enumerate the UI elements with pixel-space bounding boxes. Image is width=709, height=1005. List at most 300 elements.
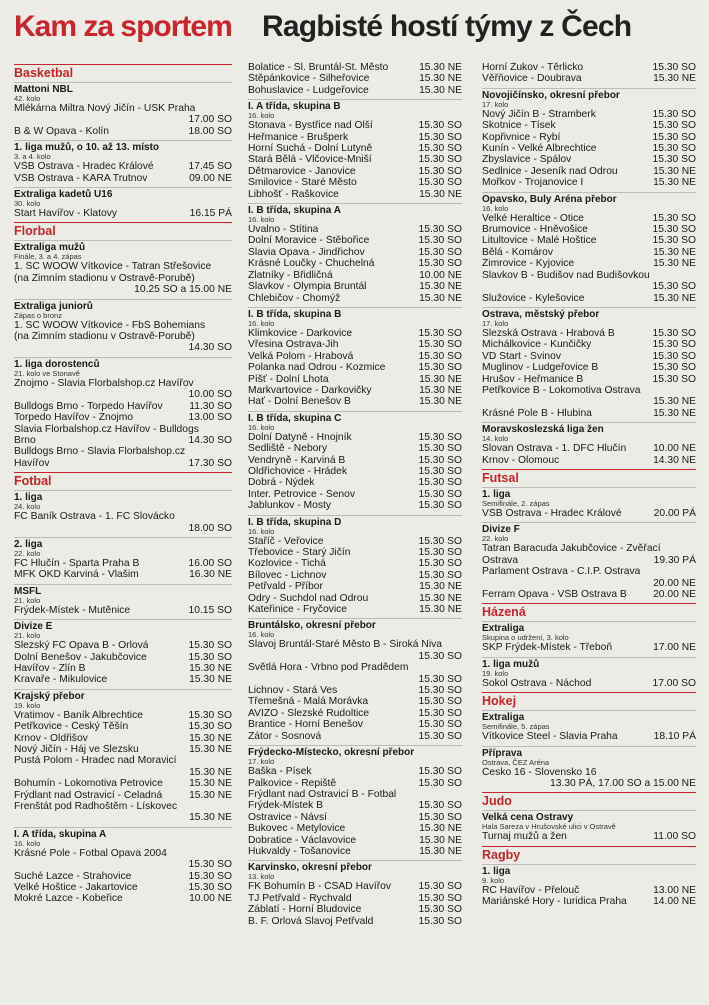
match-time: 15.30 SO	[652, 131, 696, 143]
match-row	[248, 835, 462, 846]
match-row	[248, 166, 462, 177]
match-row	[482, 213, 696, 224]
match-time: 15.30 SO	[652, 224, 696, 236]
round-label: 21. kolo	[14, 595, 41, 605]
match-name: Smilovice - Staré Město	[248, 177, 357, 189]
match-name: Petřvald - Příbor	[248, 581, 323, 593]
match-time: 15.30 NE	[189, 744, 232, 755]
match-row	[248, 154, 462, 165]
match-row	[482, 731, 696, 742]
match-time: 15.30 SO	[418, 131, 462, 143]
match-time	[228, 424, 232, 435]
match-row	[482, 555, 696, 566]
round-label: Ostrava, ČEZ Aréna	[482, 757, 550, 767]
match-time: 15.30 SO	[418, 904, 462, 916]
match-time: 20.00 PÁ	[653, 507, 696, 519]
competition-title: Příprava	[482, 746, 696, 759]
competition-block	[14, 827, 232, 905]
match-time: 15.30 SO	[418, 535, 462, 547]
match-time: 15.30 SO	[418, 777, 462, 789]
sport-heading: Házená	[482, 603, 696, 619]
round-label: 14. kolo	[482, 434, 509, 444]
match-row	[248, 143, 462, 154]
match-name: Dolní Moravice - Štěbořice	[248, 235, 370, 247]
match-time: 15.30 SO	[418, 696, 462, 708]
match-row	[14, 331, 232, 342]
match-row	[248, 674, 462, 685]
match-row	[14, 710, 232, 721]
match-row	[482, 247, 696, 258]
match-time: 15.30 NE	[189, 674, 232, 686]
match-name: Slavia Opava - Jindřichov	[248, 246, 365, 258]
round-label: 13. kolo	[248, 872, 275, 882]
match-time: 15.30 NE	[653, 177, 696, 189]
competition-title: Moravskoslezská liga žen	[482, 422, 696, 435]
match-row	[14, 458, 232, 469]
match-row	[14, 161, 232, 172]
match-name: (na Zimním stadionu v Ostravě-Porubě)	[14, 272, 195, 284]
round-label: 16. kolo	[248, 318, 275, 328]
match-row	[482, 578, 696, 589]
match-time: 15.30 NE	[419, 292, 462, 304]
competition-block	[482, 810, 696, 842]
match-row	[248, 455, 462, 466]
match-time: 15.30 SO	[418, 120, 462, 132]
match-time	[228, 801, 232, 812]
competition-block	[482, 710, 696, 742]
match-row	[248, 293, 462, 304]
competition-title: I. B třída, skupina A	[248, 203, 462, 216]
match-name: Libhošť - Raškovice	[248, 188, 339, 200]
match-time: 13.30 PÁ, 17.00 SO a 15.00 NE	[550, 778, 696, 790]
competition-title: Divize E	[14, 619, 232, 632]
competition-block	[482, 88, 696, 189]
match-time: 20.00 NE	[653, 589, 696, 600]
match-time: 15.30 SO	[418, 800, 462, 812]
match-row	[248, 385, 462, 396]
competition-block	[482, 192, 696, 304]
match-time: 15.30 SO	[652, 373, 696, 385]
match-time: 15.30 SO	[652, 339, 696, 351]
match-time: 10.00 SO	[188, 389, 232, 401]
match-time	[692, 767, 696, 778]
match-time: 15.30 NE	[419, 396, 462, 408]
competition-block	[248, 411, 462, 512]
match-name: Frýdek-Místek B	[248, 800, 323, 812]
match-name: SKP Frýdek-Místek - Třeboň	[482, 642, 613, 654]
match-name: Hrušov - Heřmanice B	[482, 373, 584, 385]
match-name: Kateřinice - Fryčovice	[248, 604, 347, 616]
match-name: Slezský FC Opava B - Orlová	[14, 640, 149, 652]
round-label: Hala Sareza v Hrušovské ulici v Ostravě	[482, 822, 616, 832]
match-time: 15.30 NE	[653, 165, 696, 177]
competition-block	[482, 864, 696, 908]
match-row	[482, 396, 696, 407]
match-time: 15.30 SO	[188, 709, 232, 721]
match-name: Krnov - Olomouc	[482, 454, 560, 466]
match-time: 15.30 NE	[419, 373, 462, 385]
match-row	[248, 800, 462, 811]
competition-block	[248, 62, 462, 96]
match-row	[248, 846, 462, 857]
match-name: Zlatníky - Břidličná	[248, 269, 333, 281]
match-time	[458, 639, 462, 650]
match-time: 15.30 SO	[418, 569, 462, 581]
match-row	[248, 570, 462, 581]
match-time: 14.30 SO	[188, 434, 232, 446]
match-name: Staříč - Veřovice	[248, 535, 324, 547]
match-name: Slavoj Bruntál-Staré Město B - Široká Niva	[248, 639, 442, 651]
match-row	[482, 443, 696, 454]
round-label: 16. kolo	[248, 422, 275, 432]
competition-block	[248, 860, 462, 927]
match-row	[248, 120, 462, 131]
competition-title: Extraliga mužů	[14, 240, 232, 253]
match-row	[14, 859, 232, 870]
match-name: Česko 16 - Slovensko 16	[482, 766, 597, 778]
competition-block	[482, 746, 696, 790]
match-row	[14, 320, 232, 331]
match-name: Mariánské Hory - Iuridica Praha	[482, 896, 627, 908]
match-time: 15.30 SO	[418, 350, 462, 362]
match-row	[482, 455, 696, 466]
match-name: Havířov	[14, 457, 50, 469]
match-time: 15.30 SO	[418, 881, 462, 893]
match-time: 15.30 SO	[652, 143, 696, 155]
match-name: Baška - Písek	[248, 766, 312, 778]
match-row	[482, 143, 696, 154]
match-row	[248, 708, 462, 719]
match-time: 15.30 SO	[188, 651, 232, 663]
competition-title: 2. liga	[14, 537, 232, 550]
match-row	[248, 766, 462, 777]
round-label: 16. kolo	[482, 203, 509, 213]
match-name: Dětmarovice - Janovice	[248, 165, 356, 177]
match-name: Sedliště - Nebory	[248, 443, 327, 455]
match-time: 17.45 SO	[188, 161, 232, 173]
match-row	[248, 558, 462, 569]
competition-block	[482, 657, 696, 689]
match-row	[248, 224, 462, 235]
competition-block	[482, 522, 696, 600]
match-time: 13.00 SO	[188, 412, 232, 424]
match-row	[482, 778, 696, 789]
match-name: Vřesina Ostrava-Jih	[248, 339, 339, 351]
match-name: Vratimov - Baník Albrechtice	[14, 709, 143, 721]
match-name: FC Baník Ostrava - 1. FC Slovácko	[14, 511, 175, 523]
match-time: 17.00 SO	[652, 677, 696, 689]
competition-block	[248, 307, 462, 408]
match-row	[482, 281, 696, 292]
match-time: 18.10 PÁ	[653, 731, 696, 743]
match-name: Kravaře - Mikulovice	[14, 674, 108, 686]
match-name: Brno	[14, 434, 36, 446]
match-time: 15.30 SO	[418, 235, 462, 247]
match-row	[248, 362, 462, 373]
match-time: 15.30 SO	[652, 350, 696, 362]
match-name: Štěpánkovice - Šilheřovice	[248, 73, 370, 85]
match-name: Frenštát pod Radhoštěm - Lískovec	[14, 801, 178, 813]
match-row	[248, 443, 462, 454]
match-name: Stonava - Bystřice nad Olší	[248, 120, 373, 132]
match-time: 15.30 NE	[419, 384, 462, 396]
competition-title: 1. liga	[482, 864, 696, 877]
match-time	[692, 543, 696, 554]
match-time: 15.30 NE	[653, 407, 696, 419]
sport-heading: Futsal	[482, 469, 696, 485]
match-name: Kozlovice - Tichá	[248, 558, 326, 570]
match-row	[248, 662, 462, 673]
match-name: Horní Žukov - Těrlicko	[482, 62, 584, 73]
match-time: 15.30 SO	[418, 685, 462, 697]
match-row	[14, 273, 232, 284]
match-time: 15.30 SO	[418, 719, 462, 731]
match-name: 1. SC WOOW Vítkovice - Tatran Střešovice	[14, 261, 212, 273]
match-name: Hať - Dolní Benešov B	[248, 396, 351, 408]
match-time: 15.30 SO	[188, 882, 232, 894]
match-name: Frýdek-Místek - Mutěnice	[14, 604, 131, 616]
match-time: 15.30 NE	[653, 246, 696, 258]
competition-title: Frýdecko-Místecko, okresní přebor	[248, 745, 462, 758]
match-time: 15.30 NE	[419, 84, 462, 96]
match-name: Vendryně - Karviná B	[248, 454, 346, 466]
match-row	[248, 651, 462, 662]
match-time: 15.30 NE	[419, 823, 462, 835]
round-label: 19. kolo	[14, 700, 41, 710]
match-name: Horní Suchá - Dolní Lutyně	[248, 143, 373, 155]
competition-title: Opavsko, Buly Aréna přebor	[482, 192, 696, 205]
match-name: Slavkov - Olympia Bruntál	[248, 281, 367, 293]
match-name: Zbyslavice - Spálov	[482, 154, 572, 166]
match-name: B & W Opava - Kolín	[14, 125, 109, 137]
match-time: 15.30 SO	[418, 707, 462, 719]
match-time: 15.30 SO	[188, 721, 232, 733]
match-name: Píšť - Dolní Lhota	[248, 373, 329, 385]
match-row	[248, 823, 462, 834]
match-name: Slovan Ostrava - 1. DFC Hlučín	[482, 443, 627, 455]
round-label: Skupina o udržení, 3. kolo	[482, 633, 569, 643]
match-row	[14, 103, 232, 114]
match-time: 15.30 NE	[653, 258, 696, 270]
match-name: Ostravice - Návsí	[248, 811, 327, 823]
match-name: Torpedo Havířov - Znojmo	[14, 412, 134, 424]
competition-block	[14, 240, 232, 295]
match-time: 16.15 PÁ	[189, 208, 232, 220]
match-time: 10.00 NE	[653, 443, 696, 455]
match-name: Dolní Datyně - Hnojník	[248, 431, 352, 443]
match-row	[248, 466, 462, 477]
match-row	[248, 396, 462, 407]
match-row	[14, 778, 232, 789]
match-row	[14, 744, 232, 755]
round-label: 24. kolo	[14, 502, 41, 512]
round-label: Zápas o bronz	[14, 310, 62, 320]
match-row	[482, 678, 696, 689]
match-row	[14, 446, 232, 457]
match-row	[14, 523, 232, 534]
match-row	[248, 189, 462, 200]
match-row	[248, 593, 462, 604]
match-time: 15.30 SO	[188, 859, 232, 871]
competition-block	[482, 621, 696, 653]
competition-block	[482, 307, 696, 419]
sport-heading: Judo	[482, 792, 696, 808]
competition-block	[482, 62, 696, 85]
sport-heading: Fotbal	[14, 472, 232, 488]
match-row	[482, 385, 696, 396]
sport-heading: Ragby	[482, 846, 696, 862]
round-label: 16. kolo	[248, 630, 275, 640]
match-name: AVIZO - Slezské Rudoltice	[248, 707, 370, 719]
match-row	[482, 132, 696, 143]
competition-block	[248, 618, 462, 742]
match-row	[482, 589, 696, 600]
match-time: 15.30 SO	[418, 465, 462, 477]
match-row	[14, 790, 232, 801]
match-row	[482, 408, 696, 419]
match-time	[228, 320, 232, 331]
match-name: VD Start - Svinov	[482, 350, 561, 362]
match-name: Sokol Ostrava - Náchod	[482, 677, 592, 689]
match-time: 15.30 NE	[189, 812, 232, 824]
match-time: 10.00 NE	[419, 269, 462, 281]
competition-block	[14, 187, 232, 219]
match-name: Bolatice - Sl. Bruntál-St. Město	[248, 62, 389, 73]
match-row	[14, 605, 232, 616]
match-row	[482, 258, 696, 269]
match-row	[482, 224, 696, 235]
match-row	[248, 339, 462, 350]
match-name: Tatran Baracuda Jakubčovice - Zvěřací	[482, 543, 661, 555]
competition-block	[14, 619, 232, 686]
match-name: Muglinov - Ludgeřovice B	[482, 362, 599, 374]
match-time	[692, 566, 696, 577]
match-row	[14, 569, 232, 580]
match-time	[228, 446, 232, 457]
competition-title: 1. liga mužů, o 10. až 13. místo	[14, 140, 232, 153]
match-time: 15.30 SO	[418, 558, 462, 570]
match-row	[248, 85, 462, 96]
match-row	[482, 154, 696, 165]
match-time: 14.30 SO	[188, 342, 232, 354]
match-row	[248, 696, 462, 707]
match-time: 15.30 SO	[418, 500, 462, 512]
match-row	[248, 328, 462, 339]
match-row	[14, 424, 232, 435]
match-time: 15.30 SO	[418, 454, 462, 466]
match-name: Záblatí - Horní Bludovice	[248, 904, 362, 916]
competition-title: Extraliga kadetů U16	[14, 187, 232, 200]
match-name: Petřkovice - Český Těšín	[14, 721, 129, 733]
match-row	[482, 270, 696, 281]
match-name: Turnaj mužů a žen	[482, 831, 567, 843]
match-time: 15.30 NE	[419, 281, 462, 293]
match-row	[14, 893, 232, 904]
competition-title: 1. liga mužů	[482, 657, 696, 670]
match-name: Bukovec - Metylovice	[248, 823, 346, 835]
competition-block	[248, 99, 462, 200]
match-name: RC Havířov - Přelouč	[482, 884, 580, 896]
match-time: 15.30 SO	[418, 165, 462, 177]
match-time: 15.30 NE	[419, 592, 462, 604]
match-time	[228, 331, 232, 342]
match-row	[248, 536, 462, 547]
match-name: Nový Jičín - Háj ve Slezsku	[14, 744, 139, 755]
match-name: Velká Polom - Hrabová	[248, 350, 354, 362]
match-name: Slavia Florbalshop.cz Havířov - Bulldogs	[14, 423, 199, 435]
match-row	[248, 581, 462, 592]
match-name: Velké Hoštice - Jakartovice	[14, 882, 138, 894]
match-row	[482, 543, 696, 554]
match-name: Havířov - Zlín B	[14, 662, 86, 674]
match-row	[14, 412, 232, 423]
match-name: Heřmanice - Brušperk	[248, 131, 349, 143]
match-row	[248, 778, 462, 789]
competition-title: 1. liga	[482, 487, 696, 500]
match-row	[482, 508, 696, 519]
match-name: FC Hlučín - Sparta Praha B	[14, 557, 140, 569]
match-time: 15.30 NE	[189, 662, 232, 674]
match-name: Krásné Pole B - Hlubina	[482, 407, 592, 419]
match-name: Velké Heraltice - Otice	[482, 212, 584, 224]
match-row	[248, 489, 462, 500]
match-name: Krásné Pole - Fotbal Opava 2004	[14, 847, 167, 859]
match-name: Inter. Petrovice - Šenov	[248, 488, 356, 500]
match-name: Hukvaldy - Tošanovice	[248, 845, 351, 857]
round-label: 3. a 4. kolo	[14, 152, 51, 162]
match-row	[482, 566, 696, 577]
match-row	[14, 848, 232, 859]
match-row	[14, 378, 232, 389]
competition-title: Bruntálsko, okresní přebor	[248, 618, 462, 631]
match-row	[248, 500, 462, 511]
match-name: Bulldogs Brno - Slavia Florbalshop.cz	[14, 446, 186, 458]
match-row	[248, 916, 462, 927]
round-label: 16. kolo	[248, 526, 275, 536]
match-row	[482, 831, 696, 842]
match-row	[248, 477, 462, 488]
match-name: Ostrava	[482, 554, 519, 566]
match-time: 18.00 SO	[188, 522, 232, 534]
match-time: 15.30 SO	[418, 224, 462, 236]
competition-block	[14, 82, 232, 137]
match-name: Ferram Opava - VŠB Ostrava B	[482, 589, 627, 600]
match-time	[228, 273, 232, 284]
match-time: 17.00 NE	[653, 642, 696, 654]
match-row	[482, 293, 696, 304]
competition-block	[482, 422, 696, 466]
match-name: Kopřivnice - Rybí	[482, 131, 561, 143]
match-name: Dobrá - Nýdek	[248, 477, 315, 489]
competition-title: I. B třída, skupina C	[248, 411, 462, 424]
competition-title: Karvinsko, okresní přebor	[248, 860, 462, 873]
match-row	[482, 362, 696, 373]
match-time: 15.30 NE	[653, 73, 696, 85]
match-name: Bílovec - Lichnov	[248, 569, 327, 581]
match-row	[14, 652, 232, 663]
match-time: 16.00 SO	[188, 557, 232, 569]
match-row	[482, 374, 696, 385]
competition-block	[14, 537, 232, 581]
match-time: 15.30 NE	[419, 604, 462, 616]
round-label: 16. kolo	[248, 111, 275, 121]
match-row	[14, 882, 232, 893]
match-row	[482, 328, 696, 339]
match-name: Světlá Hora - Vrbno pod Pradědem	[248, 662, 409, 674]
match-row	[248, 235, 462, 246]
sport-heading: Florbal	[14, 222, 232, 238]
match-time: 15.30 SO	[418, 915, 462, 927]
